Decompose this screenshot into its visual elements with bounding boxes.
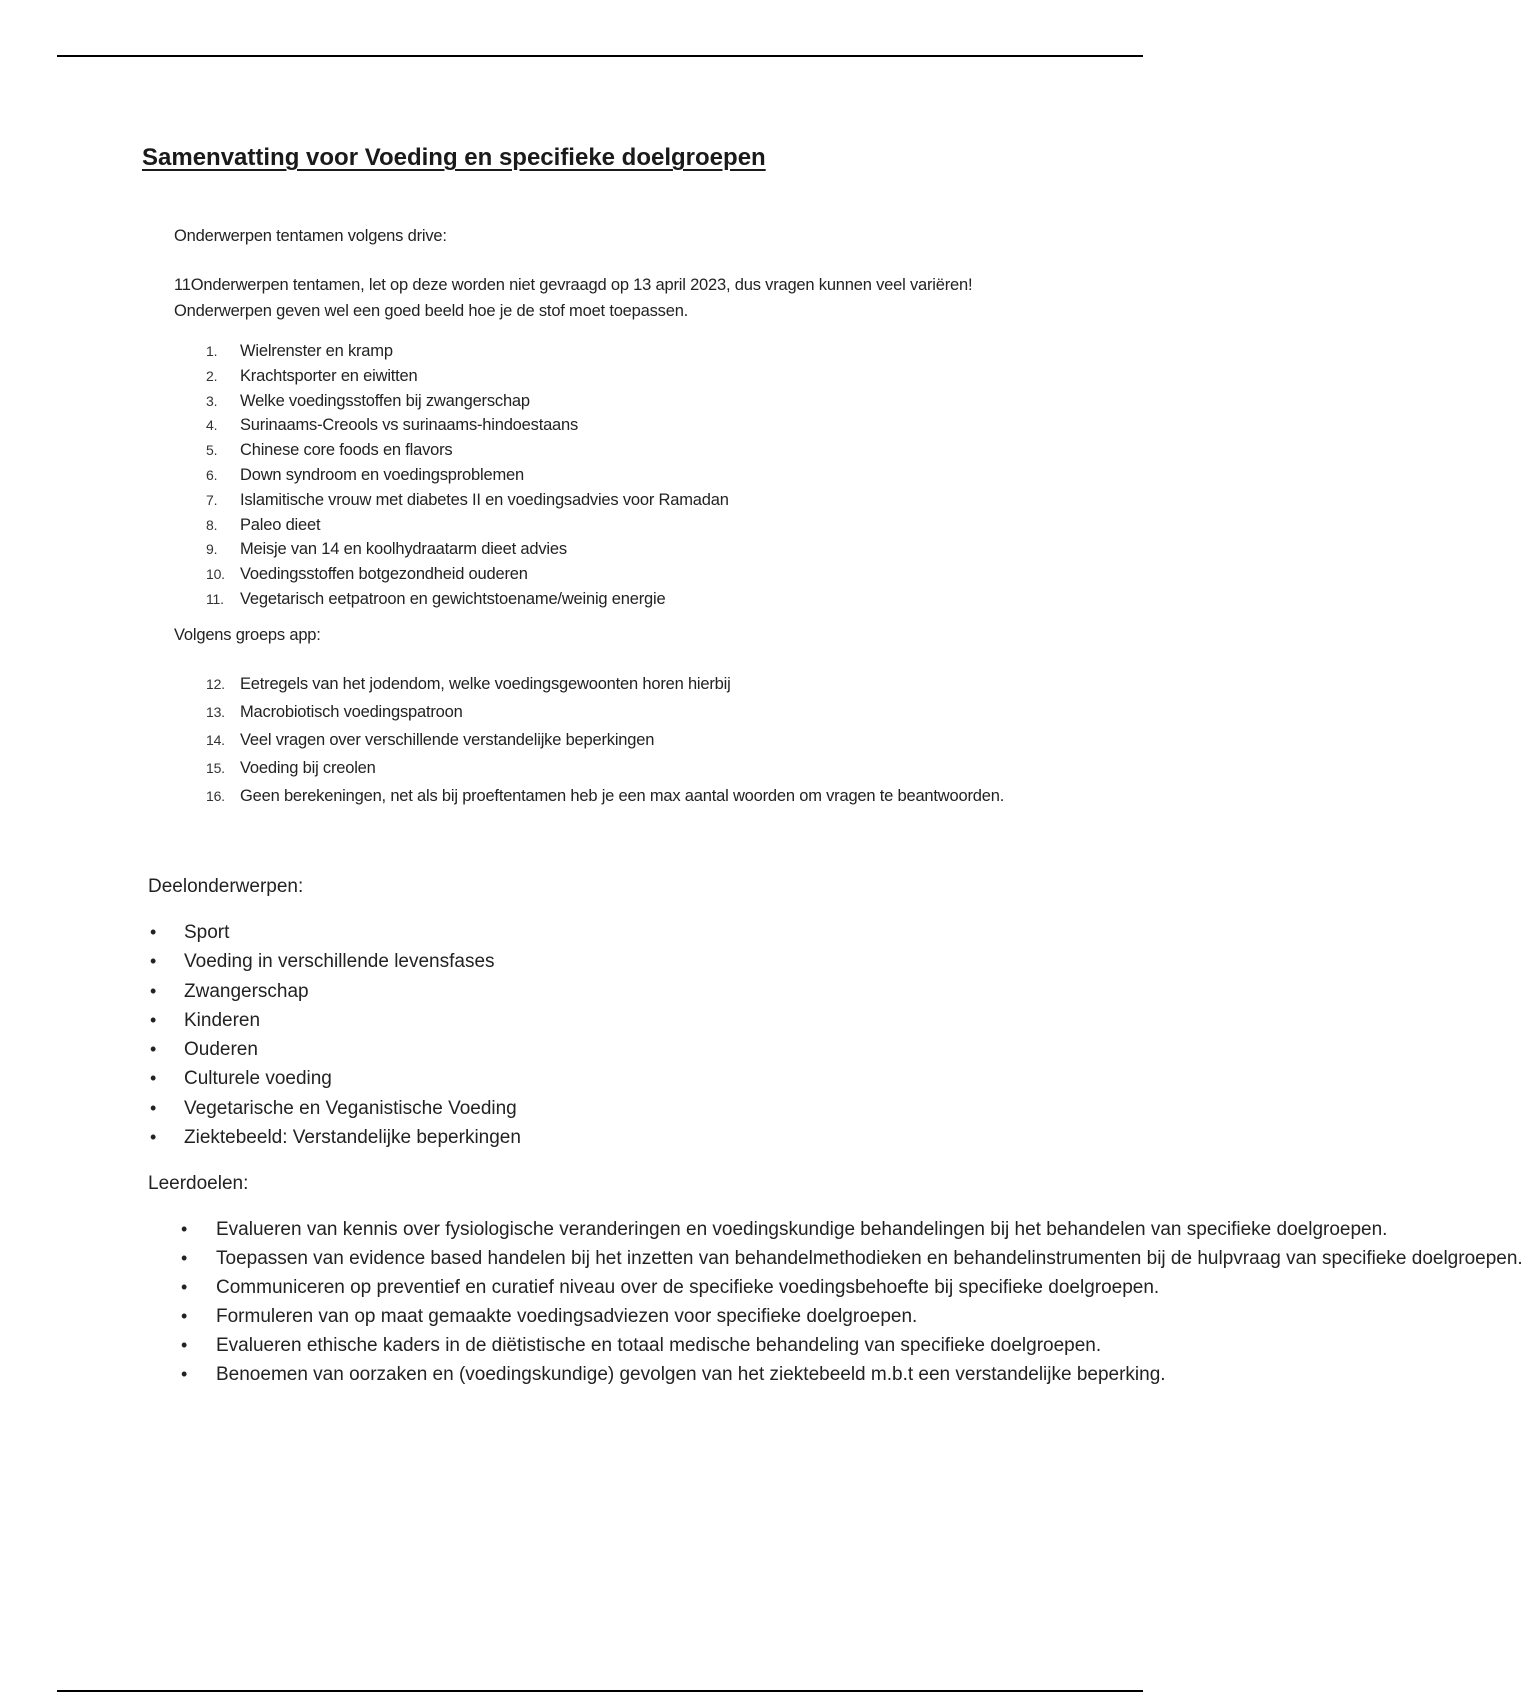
list-item — [148, 1006, 521, 1035]
list-item — [174, 698, 1070, 726]
bullet-icon: • — [150, 1127, 157, 1148]
deelonderwerpen-list — [148, 918, 521, 1152]
drive-topics-list — [174, 339, 729, 612]
item-text: Voedingsstoffen botgezondheid ouderen — [240, 565, 528, 584]
item-text: Eetregels van het jodendom, welke voedingsgewoonten horen hierbij — [240, 675, 731, 693]
deelonderwerpen-heading: Deelonderwerpen: — [148, 876, 304, 897]
item-text: Meisje van 14 en koolhydraatarm dieet advies — [240, 540, 567, 559]
top-rule — [57, 55, 1143, 57]
item-text: Formuleren van op maat gemaakte voedingsadviezen voor specifieke doelgroepen. — [216, 1306, 918, 1327]
list-item — [174, 364, 729, 389]
item-text: Wielrenster en kramp — [240, 342, 393, 360]
item-number: 3. — [206, 392, 218, 409]
item-number: 8. — [206, 516, 218, 533]
list-item — [174, 562, 729, 587]
bullet-icon: • — [150, 922, 157, 942]
item-number: 9. — [206, 541, 218, 558]
bullet-icon: • — [181, 1277, 188, 1297]
item-text: Ziektebeeld: Verstandelijke beperkingen — [184, 1127, 521, 1149]
item-text: Islamitische vrouw met diabetes II en voedingsadvies voor Ramadan — [240, 490, 729, 509]
list-item — [148, 918, 521, 947]
list-item — [148, 977, 521, 1006]
list-item — [174, 587, 729, 612]
list-item — [174, 339, 729, 364]
item-text: Voeding bij creolen — [240, 759, 376, 777]
item-text: Culturele voeding — [184, 1068, 332, 1090]
leerdoelen-heading: Leerdoelen: — [148, 1173, 249, 1194]
bottom-rule — [57, 1690, 1143, 1692]
item-text: Down syndroom en voedingsproblemen — [240, 465, 524, 484]
list-item — [174, 513, 729, 538]
item-number: 6. — [206, 466, 218, 483]
list-item — [148, 1094, 521, 1123]
bullet-icon: • — [150, 1068, 157, 1089]
item-text: Geen berekeningen, net als bij proeftentamen heb je een max aantal woorden om vragen te beantwoorden. — [240, 787, 1005, 805]
leerdoelen-list — [148, 1215, 1523, 1389]
bullet-icon: • — [181, 1364, 188, 1384]
groep-topics-list — [174, 670, 1070, 810]
list-item — [174, 670, 1070, 698]
item-text: Toepassen van evidence based handelen bij het inzetten van behandelmethodieken en behandelinstrumenten bij de hulpvraag van specifieke doelgroepen. — [216, 1248, 1523, 1269]
list-item — [174, 389, 729, 414]
item-text: Evalueren van kennis over fysiologische veranderingen en voedingskundige behandelingen bij het behandelen van specifieke doelgroepen. — [216, 1219, 1388, 1240]
item-text: Surinaams-Creools vs surinaams-hindoestaans — [240, 416, 579, 435]
item-text: Communiceren op preventief en curatief niveau over de specifieke voedingsbehoefte bij specifieke doelgroepen. — [216, 1277, 1160, 1298]
item-text: Voeding in verschillende levensfases — [184, 951, 495, 973]
list-item — [148, 1360, 1166, 1389]
bullet-icon: • — [181, 1248, 188, 1268]
item-text: Veel vragen over verschillende verstandelijke beperkingen — [240, 731, 655, 749]
item-number: 11. — [206, 590, 224, 607]
list-item — [148, 1273, 1160, 1302]
list-item — [174, 537, 729, 562]
bullet-icon: • — [181, 1306, 188, 1326]
list-item — [174, 782, 1070, 810]
item-number: 10. — [206, 566, 225, 583]
item-text: Sport — [184, 922, 230, 943]
item-text: Evalueren ethische kaders in de diëtistische en totaal medische behandeling van specifieke doelgroepen. — [216, 1335, 1102, 1356]
list-item — [174, 726, 1070, 754]
item-number: 14. — [206, 732, 225, 748]
bullet-icon: • — [150, 1039, 157, 1060]
item-text: Chinese core foods en flavors — [240, 441, 453, 460]
bullet-icon: • — [150, 980, 157, 1001]
item-number: 15. — [206, 760, 225, 776]
intro-paragraph: 11Onderwerpen tentamen, let op deze worden niet gevraagd op 13 april 2023, dus vragen kunnen veel variëren! Onderwerpen geven wel een goed beeld hoe je de stof moet toepassen. — [174, 276, 973, 320]
groep-heading: Volgens groeps app: — [174, 626, 321, 644]
list-item — [174, 463, 729, 488]
document-title: Samenvatting voor Voeding en specifieke doelgroepen — [142, 144, 766, 171]
item-number: 5. — [206, 442, 218, 459]
item-number: 4. — [206, 417, 218, 434]
item-text: Paleo dieet — [240, 515, 321, 534]
item-number: 13. — [206, 704, 225, 720]
item-text: Benoemen van oorzaken en (voedingskundige) gevolgen van het ziektebeeld m.b.t een verstandelijke beperking. — [216, 1364, 1166, 1385]
item-text: Ouderen — [184, 1039, 258, 1061]
list-item — [174, 488, 729, 513]
item-text: Welke voedingsstoffen bij zwangerschap — [240, 391, 530, 410]
list-item — [174, 754, 1070, 782]
list-item — [148, 1064, 521, 1093]
item-number: 2. — [206, 367, 218, 384]
list-item — [148, 1035, 521, 1064]
list-item — [148, 1331, 1102, 1360]
bullet-icon: • — [150, 951, 157, 972]
list-item — [174, 413, 729, 438]
item-text: Zwangerschap — [184, 980, 309, 1002]
list-item — [174, 438, 729, 463]
item-text: Krachtsporter en eiwitten — [240, 366, 418, 385]
item-text: Macrobiotisch voedingspatroon — [240, 703, 463, 721]
item-text: Vegetarisch eetpatroon en gewichtstoename/weinig energie — [240, 589, 666, 608]
item-number: 7. — [206, 491, 218, 508]
bullet-icon: • — [181, 1335, 188, 1355]
list-item — [148, 1244, 1523, 1273]
item-number: 12. — [206, 676, 225, 692]
list-item — [148, 1123, 521, 1152]
bullet-icon: • — [150, 1009, 157, 1030]
list-item — [148, 947, 521, 976]
bullet-icon: • — [181, 1219, 188, 1239]
bullet-icon: • — [150, 1097, 157, 1118]
item-text: Vegetarische en Veganistische Voeding — [184, 1097, 517, 1119]
list-item — [148, 1302, 1096, 1331]
item-number: 16. — [206, 788, 225, 804]
list-item — [148, 1215, 1388, 1244]
item-text: Kinderen — [184, 1009, 261, 1031]
item-number: 1. — [206, 343, 218, 359]
intro-line: Onderwerpen tentamen volgens drive: — [174, 227, 447, 245]
